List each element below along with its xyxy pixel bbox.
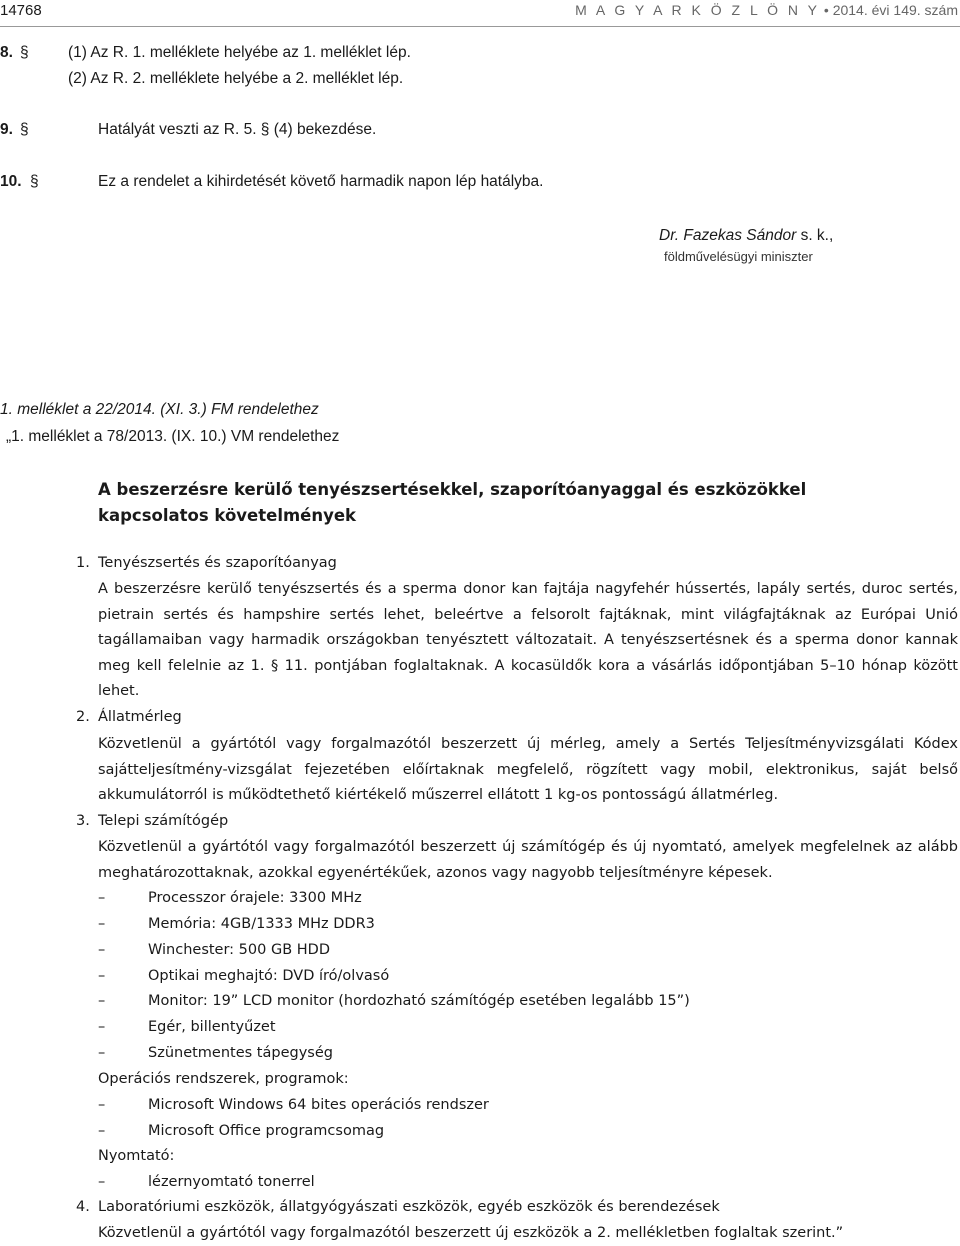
annex-subheading: „1. melléklet a 78/2013. (IX. 10.) VM rendelethez bbox=[6, 428, 340, 445]
item-number-4: 4. bbox=[76, 1199, 90, 1215]
item-text-1: A beszerzésre kerülő tenyészsertés és a sperma donor kan fajtája nagyfehér hússertés, lapály sertés, duroc sertés, pietrain sertés és hampshire sertés lehet, beleértve a felsorolt fajtáknak, mint világfajtáknak az Európai Unió tagállamaiban vagy harmadik országokban tenyésztett változatait. A tenyészsertésnek és a sperma donor kannak meg kell felelnie az 1. § 11. pontjában foglaltaknak. A kocasüldők kora a vásárlás időpontjában 5–10 hónap között lehet. bbox=[98, 581, 958, 700]
section-number-10: 10. bbox=[0, 173, 22, 190]
header-rule bbox=[0, 26, 960, 27]
item-number-1: 1. bbox=[76, 555, 90, 571]
section-8-line-2: (2) Az R. 2. melléklete helyébe a 2. melléklet lép. bbox=[68, 70, 404, 87]
item-text-3: Közvetlenül a gyártótól vagy forgalmazótól beszerzett új számítógép és új nyomtató, amelyek megfelelnek az alább meghatározottaknak, azokkal egyenértékűek, azonos vagy nagyobb teljesítményre képesek. bbox=[98, 839, 958, 881]
item-text-4: Közvetlenül a gyártótól vagy forgalmazótól beszerzett új eszközök a 2. mellékletben foglaltak szerint.” bbox=[98, 1225, 844, 1241]
list-dash: – bbox=[98, 1123, 106, 1139]
list-item: Egér, billentyűzet bbox=[148, 1019, 276, 1035]
list-dash: – bbox=[98, 1045, 106, 1061]
item-heading-2: Állatmérleg bbox=[98, 709, 182, 725]
list-item: Szünetmentes tápegység bbox=[148, 1045, 333, 1061]
section-10-text: Ez a rendelet a kihirdetését követő harmadik napon lép hatályba. bbox=[98, 173, 544, 190]
list-dash: – bbox=[98, 890, 106, 906]
section-number-9: 9. bbox=[0, 121, 13, 138]
item-text-2: Közvetlenül a gyártótól vagy forgalmazótól beszerzett új mérleg, amely a Sertés Teljesítményvizsgálati Kódex sajátteljesítmény-vizsgálat fejezetében előírtaknak megfelelő, rögzített vagy mobil, elektronikus, saját belső akkumulátorról is működtethető kiértékelő műszerrel ellátott 1 kg-os pontosságú állatmérleg. bbox=[98, 736, 958, 804]
page-number: 14768 bbox=[0, 2, 42, 19]
annex-heading: 1. melléklet a 22/2014. (XI. 3.) FM rendelethez bbox=[0, 401, 319, 418]
item-heading-4: Laboratóriumi eszközök, állatgyógyászati eszközök, egyéb eszközök és berendezések bbox=[98, 1199, 720, 1215]
section-sign-10: § bbox=[30, 173, 39, 190]
printer-label: Nyomtató: bbox=[98, 1148, 175, 1164]
section-9-text: Hatályát veszti az R. 5. § (4) bekezdése. bbox=[98, 121, 377, 138]
list-item: Processzor órajele: 3300 MHz bbox=[148, 890, 362, 906]
list-dash: – bbox=[98, 993, 106, 1009]
list-item: Microsoft Windows 64 bites operációs rendszer bbox=[148, 1097, 489, 1113]
section-8-line-1: (1) Az R. 1. melléklete helyébe az 1. melléklet lép. bbox=[68, 44, 411, 61]
list-item: Memória: 4GB/1333 MHz DDR3 bbox=[148, 916, 375, 932]
signature-name: Dr. Fazekas Sándor s. k., bbox=[659, 227, 834, 244]
list-dash: – bbox=[98, 916, 106, 932]
issue-label: 2014. évi 149. szám bbox=[832, 2, 958, 18]
list-item: Optikai meghajtó: DVD író/olvasó bbox=[148, 968, 390, 984]
journal-name: M A G Y A R K Ö Z L Ö N Y bbox=[575, 2, 821, 18]
list-dash: – bbox=[98, 968, 106, 984]
list-dash: – bbox=[98, 1174, 106, 1190]
signature-title: földművelésügyi miniszter bbox=[664, 249, 813, 264]
item-number-2: 2. bbox=[76, 709, 90, 725]
header-separator: • bbox=[823, 2, 829, 18]
section-sign-9: § bbox=[20, 121, 29, 138]
list-dash: – bbox=[98, 942, 106, 958]
list-item: Microsoft Office programcsomag bbox=[148, 1123, 385, 1139]
list-dash: – bbox=[98, 1019, 106, 1035]
os-label: Operációs rendszerek, programok: bbox=[98, 1071, 349, 1087]
item-heading-3: Telepi számítógép bbox=[98, 813, 229, 829]
section-sign-8: § bbox=[20, 44, 29, 61]
list-item: Monitor: 19” LCD monitor (hordozható számítógép esetében legalább 15”) bbox=[148, 993, 690, 1009]
list-item: lézernyomtató tonerrel bbox=[148, 1174, 315, 1190]
document-title: A beszerzésre kerülő tenyészsertésekkel, szaporítóanyaggal és eszközökkel kapcsolatos követelmények bbox=[98, 480, 807, 525]
item-heading-1: Tenyészsertés és szaporítóanyag bbox=[98, 555, 337, 571]
list-item: Winchester: 500 GB HDD bbox=[148, 942, 330, 958]
list-dash: – bbox=[98, 1097, 106, 1113]
item-number-3: 3. bbox=[76, 813, 90, 829]
journal-header bbox=[575, 2, 958, 18]
section-number-8: 8. bbox=[0, 44, 13, 61]
